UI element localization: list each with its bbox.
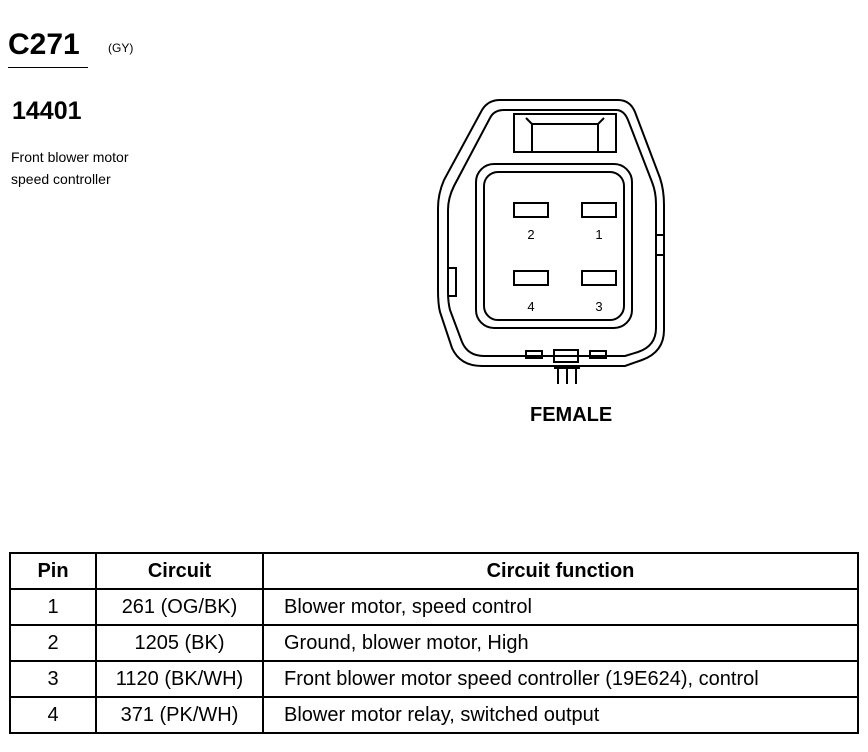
pin-label-1: 1 bbox=[595, 227, 603, 242]
part-description-line-1: Front blower motor bbox=[11, 149, 129, 165]
pin-label-2: 2 bbox=[527, 227, 535, 242]
circuit-cell: 371 (PK/WH) bbox=[96, 697, 263, 733]
pin-label-4: 4 bbox=[527, 299, 535, 314]
bottom-leads bbox=[554, 368, 580, 384]
latch-tab bbox=[514, 114, 616, 152]
header-circuit: Circuit bbox=[96, 553, 263, 589]
pin-cell: 2 bbox=[10, 625, 96, 661]
header-circuit-function: Circuit function bbox=[263, 553, 858, 589]
circuit-cell: 1120 (BK/WH) bbox=[96, 661, 263, 697]
function-cell: Front blower motor speed controller (19E624), control bbox=[263, 661, 858, 697]
pin-1-terminal bbox=[582, 203, 616, 217]
circuit-cell: 1205 (BK) bbox=[96, 625, 263, 661]
connector-color: (GY) bbox=[108, 41, 134, 55]
pinout-header-row bbox=[10, 553, 858, 589]
pinout-table bbox=[9, 552, 859, 734]
pin-2-terminal bbox=[514, 203, 548, 217]
connector-id: C271 bbox=[8, 28, 80, 61]
left-side-ear bbox=[448, 268, 456, 296]
table-row bbox=[10, 625, 858, 661]
circuit-cell: 261 (OG/BK) bbox=[96, 589, 263, 625]
pin-cavity-frame bbox=[476, 164, 632, 328]
pin-4-terminal bbox=[514, 271, 548, 285]
connector-gender-label: FEMALE bbox=[530, 404, 613, 426]
pin-cell: 3 bbox=[10, 661, 96, 697]
connector-id-underline bbox=[8, 67, 88, 68]
latch-tab-inner bbox=[526, 118, 604, 152]
part-description bbox=[11, 146, 171, 190]
part-number: 14401 bbox=[12, 97, 82, 125]
table-row bbox=[10, 589, 858, 625]
function-cell: Ground, blower motor, High bbox=[263, 625, 858, 661]
function-cell: Blower motor, speed control bbox=[263, 589, 858, 625]
function-cell: Blower motor relay, switched output bbox=[263, 697, 858, 733]
pin-cell: 1 bbox=[10, 589, 96, 625]
pin-cell: 4 bbox=[10, 697, 96, 733]
table-row bbox=[10, 661, 858, 697]
header-pin: Pin bbox=[10, 553, 96, 589]
table-row bbox=[10, 697, 858, 733]
pin-cavity-frame-inner bbox=[484, 172, 624, 320]
pin-label-3: 3 bbox=[595, 299, 603, 314]
connector-housing-outline bbox=[438, 100, 664, 366]
right-side-ear bbox=[656, 235, 664, 255]
part-description-line-2: speed controller bbox=[11, 171, 111, 187]
pin-3-terminal bbox=[582, 271, 616, 285]
connector-face-diagram bbox=[420, 90, 680, 390]
